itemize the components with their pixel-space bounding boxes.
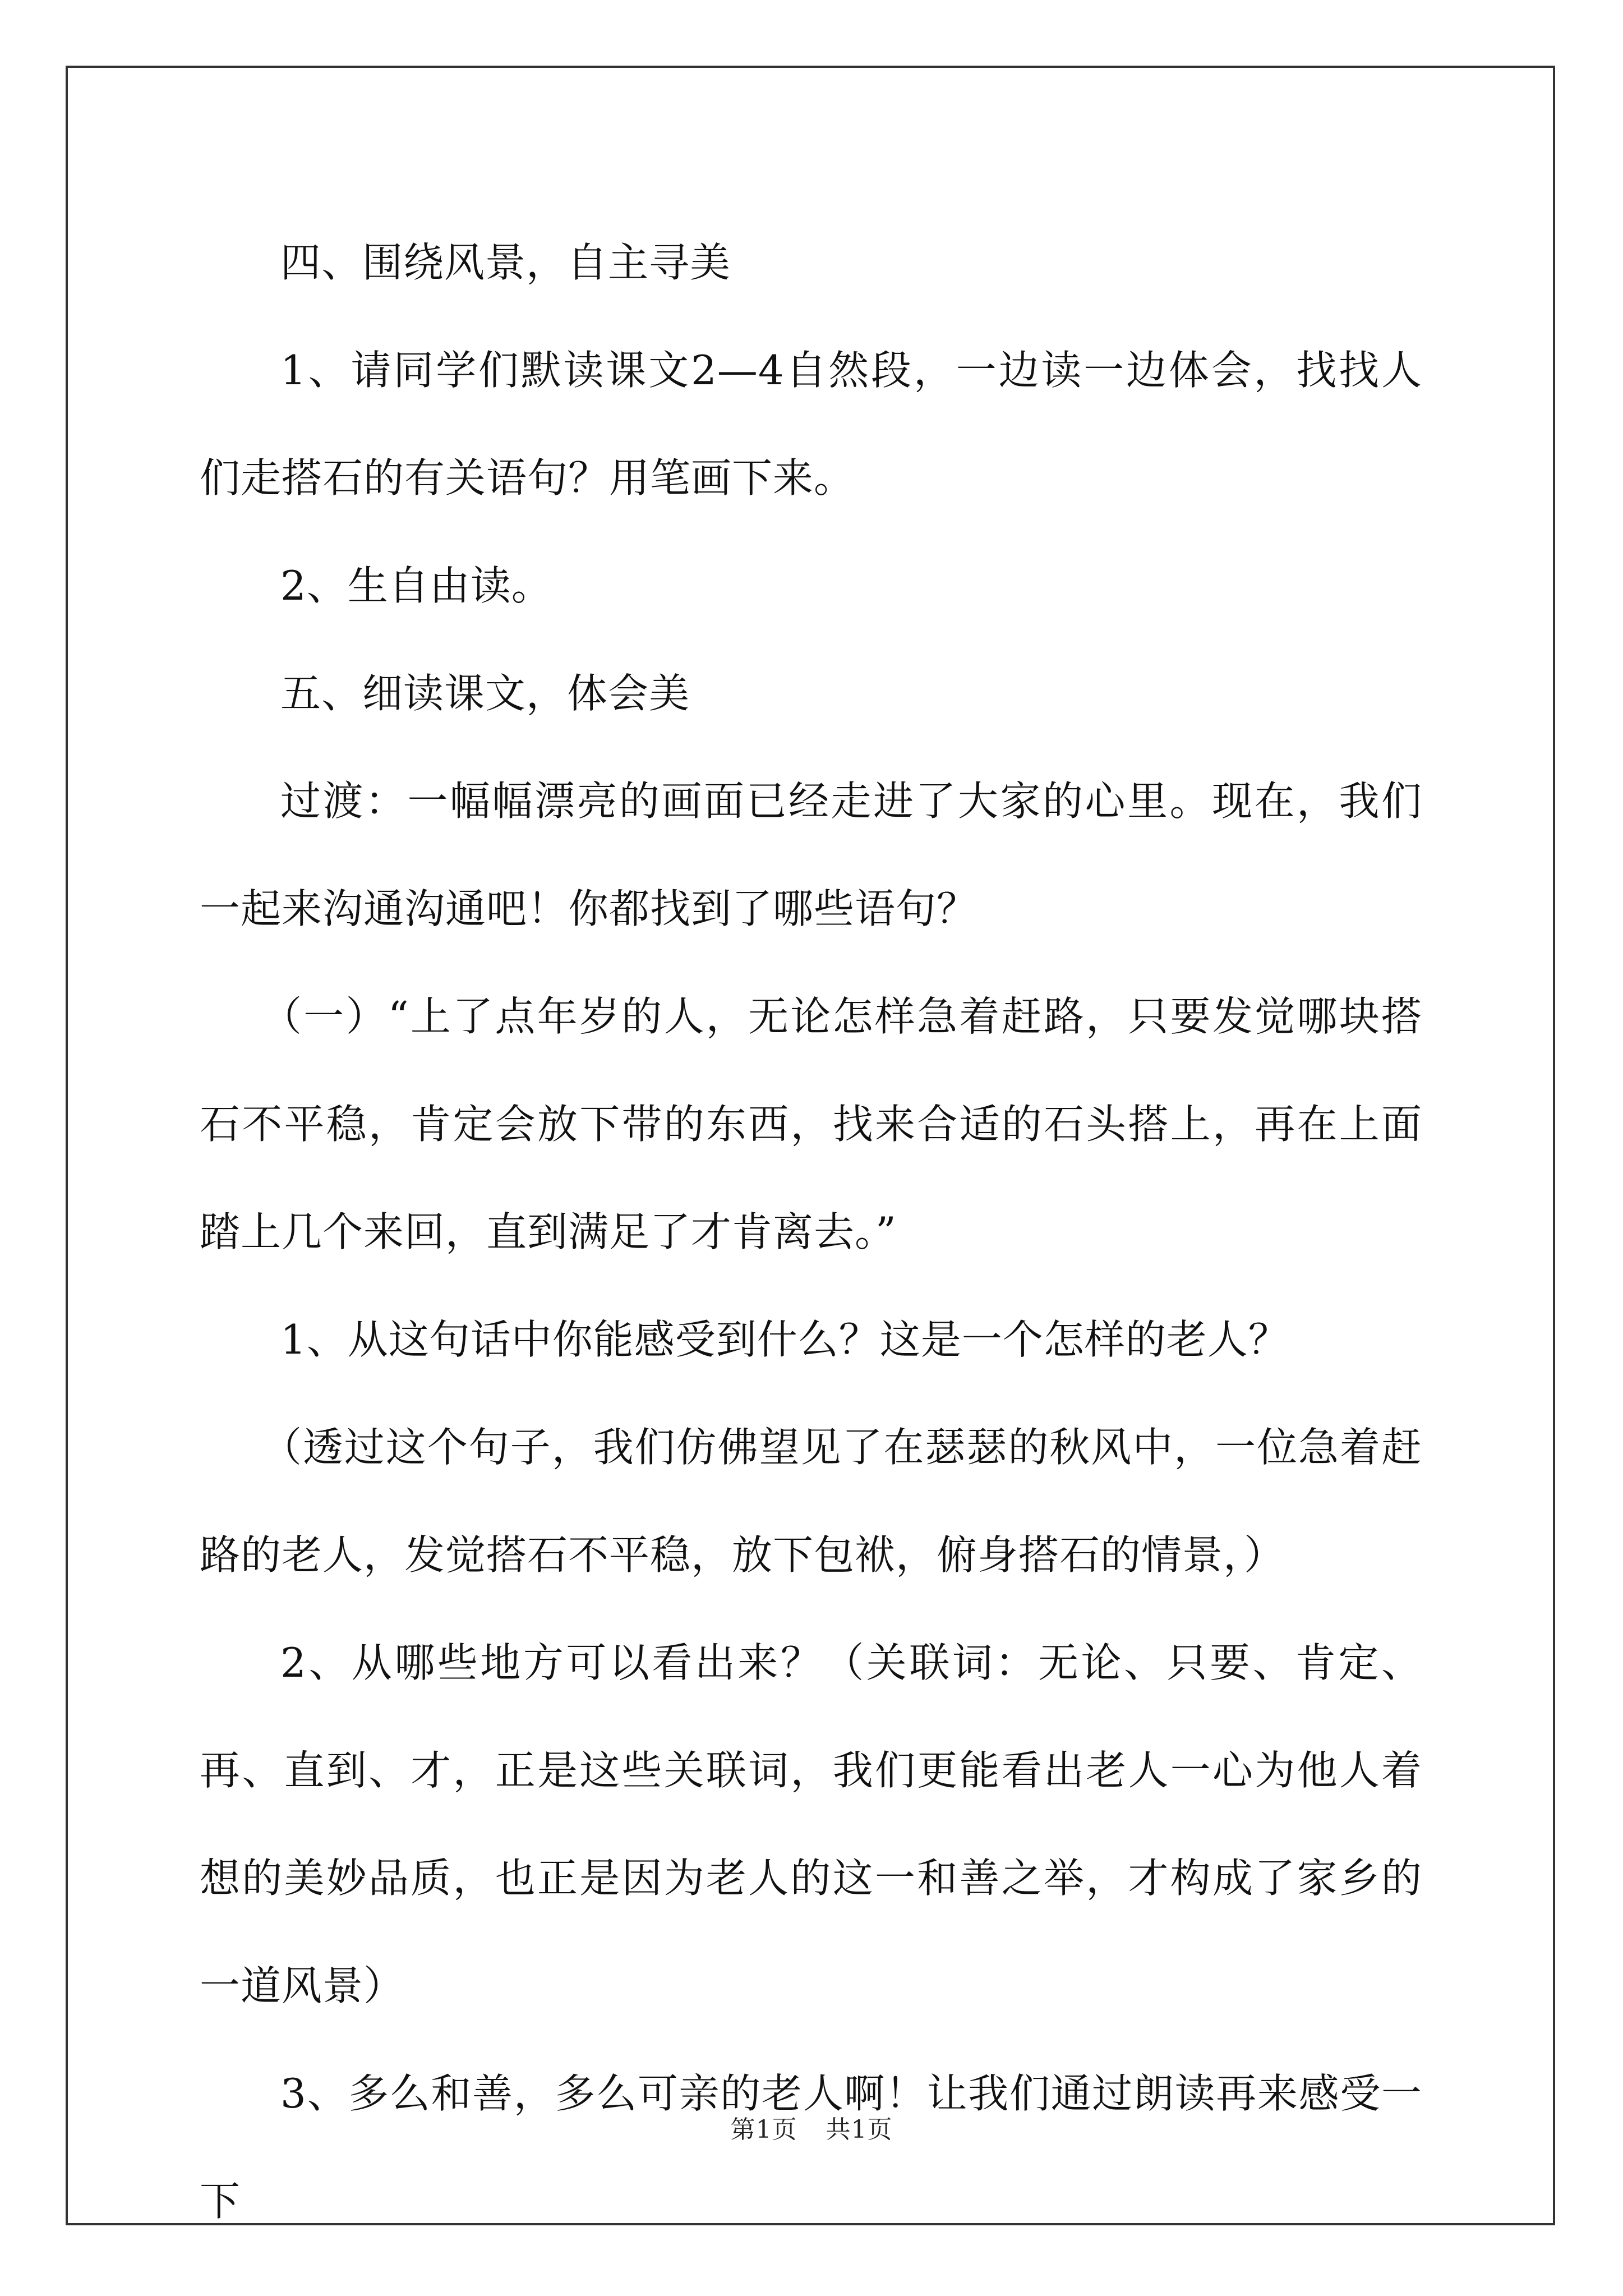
paragraph-note: （透过这个句子，我们仿佛望见了在瑟瑟的秋风中，一位急着赶路的老人，发觉搭石不平稳，放下包袱，俯身搭石的情景，） [200, 1424, 1422, 1579]
section-heading-5: 五、细读课文，体会美 [280, 670, 690, 717]
paragraph-quote: （一）“上了点年岁的人，无论怎样急着赶路，只要发觉哪块搭石不平稳，肯定会放下带的东西，找来合适的石头搭上，再在上面踏上几个来回，直到满足了才肯离去。” [200, 993, 1422, 1255]
paragraph-step-1: 1、请同学们默读课文2—4自然段，一边读一边体会，找找人们走搭石的有关语句？用笔画下来。 [200, 347, 1422, 501]
paragraph-question-2: 2、从哪些地方可以看出来？（关联词：无论、只要、肯定、再、直到、才，正是这些关联词，我们更能看出老人一心为他人着想的美妙品质，也正是因为老人的这一和善之举，才构成了家乡的一道风景） [200, 1639, 1422, 2009]
paragraph-question-1: 1、从这句话中你能感受到什么？这是一个怎样的老人？ [280, 1316, 1289, 1363]
paragraph-step-2: 2、生自由读。 [280, 562, 552, 609]
page-number: 第1页 [730, 2115, 797, 2144]
paragraph-question-3: 3、多么和善，多么可亲的老人啊！让我们通过朗读再来感受一下 [200, 2070, 1422, 2225]
document-body [200, 209, 1422, 2255]
page-footer [0, 2109, 1623, 2145]
section-heading-4: 四、围绕风景，自主寻美 [280, 239, 731, 286]
paragraph-transition: 过渡：一幅幅漂亮的画面已经走进了大家的心里。现在，我们一起来沟通沟通吧！你都找到了哪些语句？ [200, 777, 1422, 932]
page-total: 共1页 [826, 2115, 893, 2144]
